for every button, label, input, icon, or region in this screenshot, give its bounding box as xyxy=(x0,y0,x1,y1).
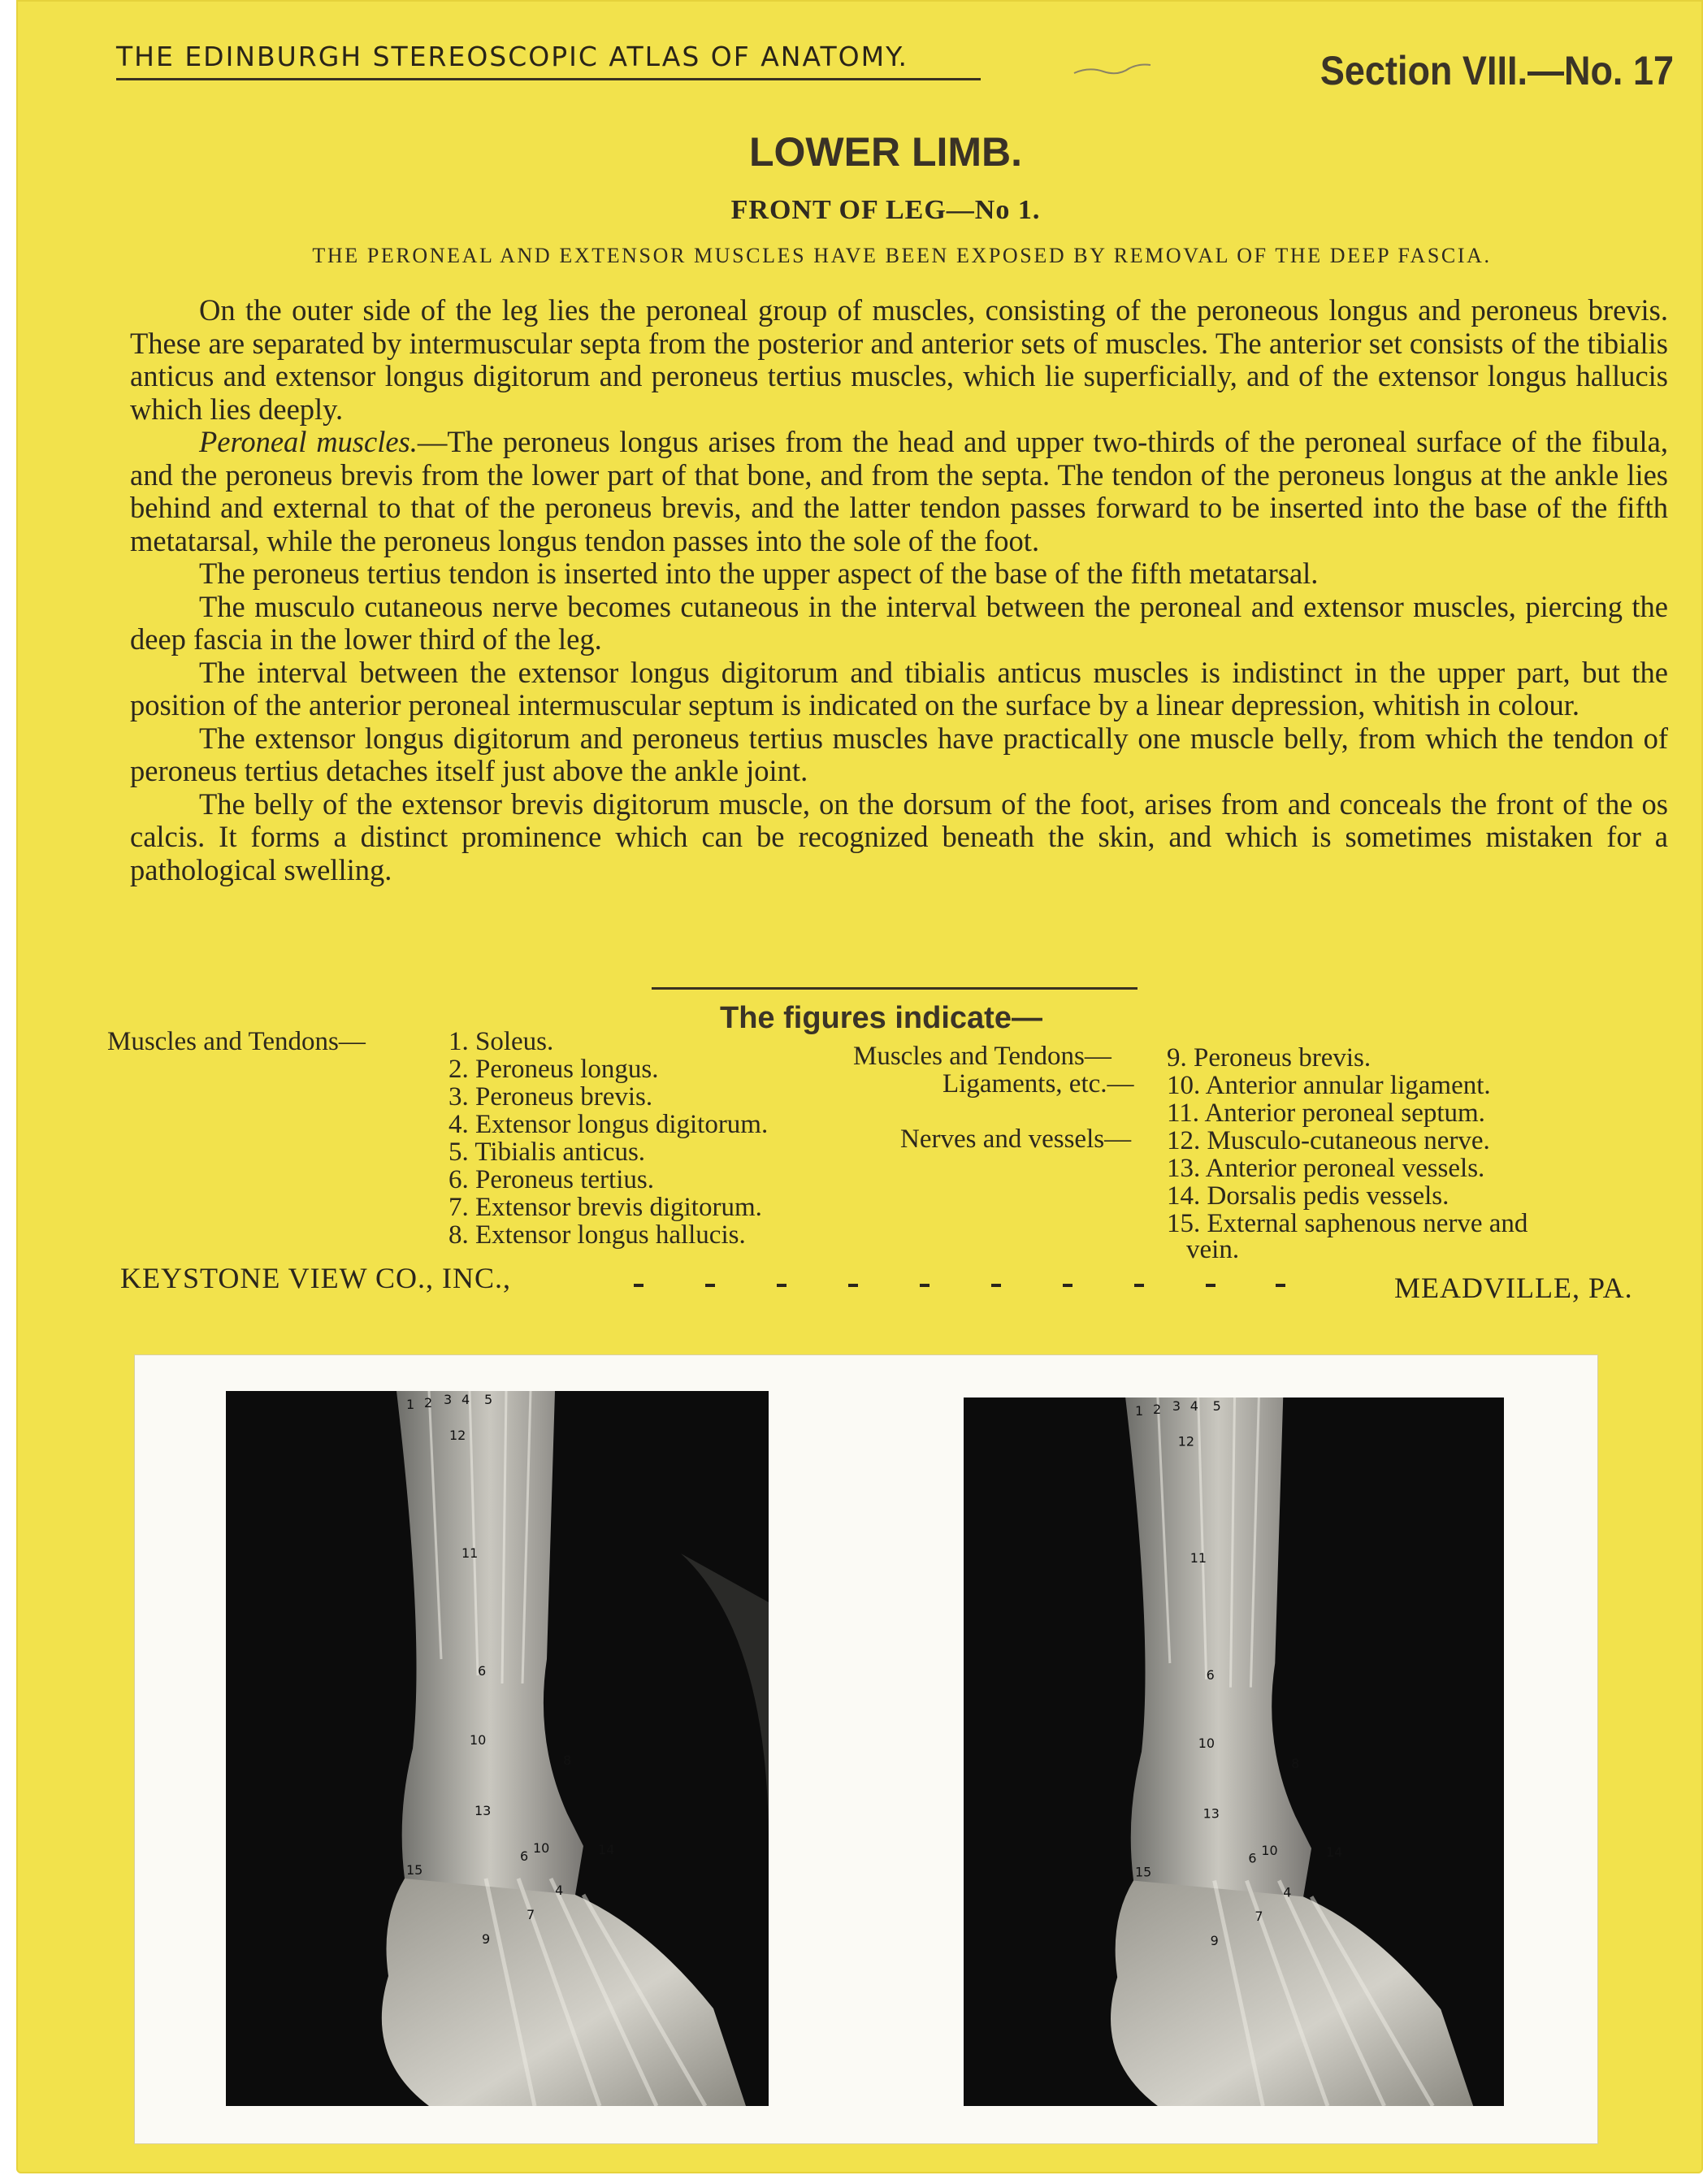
header-rule xyxy=(116,78,981,80)
stereo-card xyxy=(16,0,1703,2173)
photo-label: 6 xyxy=(1206,1666,1215,1683)
legend-item: 13. Anterior peroneal vessels. xyxy=(1167,1154,1485,1183)
stereo-photo-left xyxy=(226,1391,769,2106)
legend-left xyxy=(107,1029,871,1272)
legend-item: 12. Musculo-cutaneous nerve. xyxy=(1167,1126,1490,1155)
legend-group-label: Muscles and Tendons— xyxy=(853,1042,1112,1071)
photo-label: 13 xyxy=(474,1803,492,1818)
photo-label: 4 xyxy=(1190,1398,1198,1414)
paragraph: The belly of the extensor brevis digitorum muscle, on the dorsum of the foot, arises from and conceals the front of the os calcis. It forms a distinct prominence which can be recognized beneath the skin, and which is sometimes mistaken for a pathological swelling. xyxy=(130,786,1668,886)
paragraph: On the outer side of the leg lies the peroneal group of muscles, consisting of the peroneous longus and peroneus brevis. These are separated by intermuscular septa from the posterior and anterior sets of muscles. The anterior set consists of the tibialis anticus and extensor longus digitorum and peroneus tertius muscles, which lie superficially, and of the extensor longus hallucis which lies deeply. xyxy=(130,293,1668,426)
publisher-city: MEADVILLE, PA. xyxy=(1394,1272,1633,1304)
legend-group-label: Muscles and Tendons— xyxy=(107,1027,366,1056)
page-subtitle: FRONT OF LEG—No 1. xyxy=(730,195,1041,225)
photo-label: 4 xyxy=(462,1392,470,1407)
legend-item: 3. Peroneus brevis. xyxy=(448,1082,653,1112)
photo-label: 5 xyxy=(484,1392,493,1407)
legend-item: 14. Dorsalis pedis vessels. xyxy=(1167,1181,1450,1211)
paragraph: The musculo cutaneous nerve becomes cutaneous in the interval between the peroneal and extensor muscles, piercing the deep fascia in the lower third of the leg. xyxy=(130,589,1668,656)
pencil-mark xyxy=(1072,58,1154,78)
body-text xyxy=(130,294,1668,886)
legend-item: 10. Anterior annular ligament. xyxy=(1167,1071,1491,1100)
photo-label: 12 xyxy=(449,1428,466,1443)
leg-dissection-image xyxy=(964,1398,1504,2106)
photo-label: 11 xyxy=(462,1545,479,1561)
photo-label: 7 xyxy=(526,1907,535,1922)
publisher: KEYSTONE VIEW CO., INC., xyxy=(120,1262,511,1294)
legend-item: 2. Peroneus longus. xyxy=(448,1055,659,1084)
pencil-underline xyxy=(652,987,1138,990)
page-title: LOWER LIMB. xyxy=(748,129,1023,175)
stereo-photo-mount xyxy=(135,1355,1597,2143)
paragraph: The interval between the extensor longus digitorum and tibialis anticus muscles is indistinct in the upper part, but the position of the anterior peroneal intermuscular septum is indicated on the surface by a linear depression, whitish in colour. xyxy=(130,655,1668,722)
legend-item: 5. Tibialis anticus. xyxy=(448,1138,646,1167)
legend-item: 1. Soleus. xyxy=(448,1027,554,1056)
legend-item: 11. Anterior peroneal septum. xyxy=(1167,1098,1485,1128)
photo-label: 9 xyxy=(1210,1932,1219,1948)
dash-leader xyxy=(634,1284,1284,1290)
photo-label: 12 xyxy=(1177,1433,1195,1450)
legend-item: vein. xyxy=(1186,1235,1240,1264)
paragraph: The peroneus tertius tendon is inserted into the upper aspect of the base of the fifth metatarsal. xyxy=(199,557,1319,590)
paragraph: The extensor longus digitorum and peroneus tertius muscles have practically one muscle belly, from which the tendon of peroneus tertius detaches itself just above the ankle joint. xyxy=(130,721,1668,787)
photo-label: 6 xyxy=(520,1848,529,1864)
legend-item: 9. Peroneus brevis. xyxy=(1167,1043,1372,1072)
photo-label: 4 xyxy=(1283,1884,1292,1900)
legend-item: 7. Extensor brevis digitorum. xyxy=(448,1193,762,1222)
photo-label: 13 xyxy=(1202,1805,1220,1822)
legend-group-label: Nerves and vessels— xyxy=(900,1124,1132,1154)
section-number: Section VIII.—No. 17 xyxy=(1320,48,1674,93)
photo-label: 10 xyxy=(470,1732,487,1748)
photo-label: 11 xyxy=(1190,1550,1207,1566)
photo-label: 15 xyxy=(406,1862,423,1878)
photo-label: 3 xyxy=(444,1392,453,1407)
stereo-photo-right xyxy=(964,1398,1504,2106)
figures-title: The figures indicate— xyxy=(720,1001,1042,1035)
photo-label: 3 xyxy=(1172,1398,1181,1414)
photo-label: 14 xyxy=(598,1842,615,1857)
photo-label: 8 xyxy=(563,1753,572,1768)
photo-label: 2 xyxy=(424,1395,433,1410)
photo-label: 1 xyxy=(406,1397,415,1412)
atlas-title: THE EDINBURGH STEREOSCOPIC ATLAS OF ANATOMY. xyxy=(116,41,909,72)
photo-label: 7 xyxy=(1254,1909,1263,1925)
legend-item: 4. Extensor longus digitorum. xyxy=(448,1110,769,1139)
photo-label: 1 xyxy=(1135,1402,1144,1419)
legend-item: 6. Peroneus tertius. xyxy=(448,1165,654,1194)
photo-label: 4 xyxy=(555,1883,564,1898)
photo-label: 10 xyxy=(1261,1842,1278,1858)
photo-label: 8 xyxy=(1291,1755,1300,1771)
photo-label: 9 xyxy=(482,1931,491,1947)
photo-label: 10 xyxy=(1198,1736,1215,1752)
photo-label: 10 xyxy=(533,1840,550,1856)
paragraph: Peroneal muscles.—The peroneus longus arises from the head and upper two-thirds of the peroneal surface of the fibula, and the peroneus brevis from the lower part of that bone, and from the septa. The tendon of the peroneus longus at the ankle lies behind and external to that of the peroneus brevis, and the latter tendon passes forward to be inserted into the base of the fifth metatarsal, while the peroneus longus tendon passes into the sole of the foot. xyxy=(130,425,1668,557)
paragraph-lead: Peroneal muscles. xyxy=(199,425,418,458)
photo-label: 6 xyxy=(478,1663,487,1679)
legend-item: 15. External saphenous nerve and xyxy=(1167,1209,1528,1238)
photo-label: 5 xyxy=(1212,1398,1221,1414)
photo-label: 6 xyxy=(1248,1850,1257,1866)
legend-right xyxy=(853,1043,1666,1271)
plate-caption: THE PERONEAL AND EXTENSOR MUSCLES HAVE BEEN EXPOSED BY REMOVAL OF THE DEEP FASCIA. xyxy=(312,244,1492,267)
leg-dissection-image xyxy=(226,1391,769,2106)
legend-item: 8. Extensor longus hallucis. xyxy=(448,1220,746,1250)
photo-label: 14 xyxy=(1325,1844,1343,1860)
photo-label: 15 xyxy=(1135,1864,1152,1880)
legend-group-label: Ligaments, etc.— xyxy=(942,1069,1134,1098)
photo-label: 2 xyxy=(1152,1401,1162,1417)
